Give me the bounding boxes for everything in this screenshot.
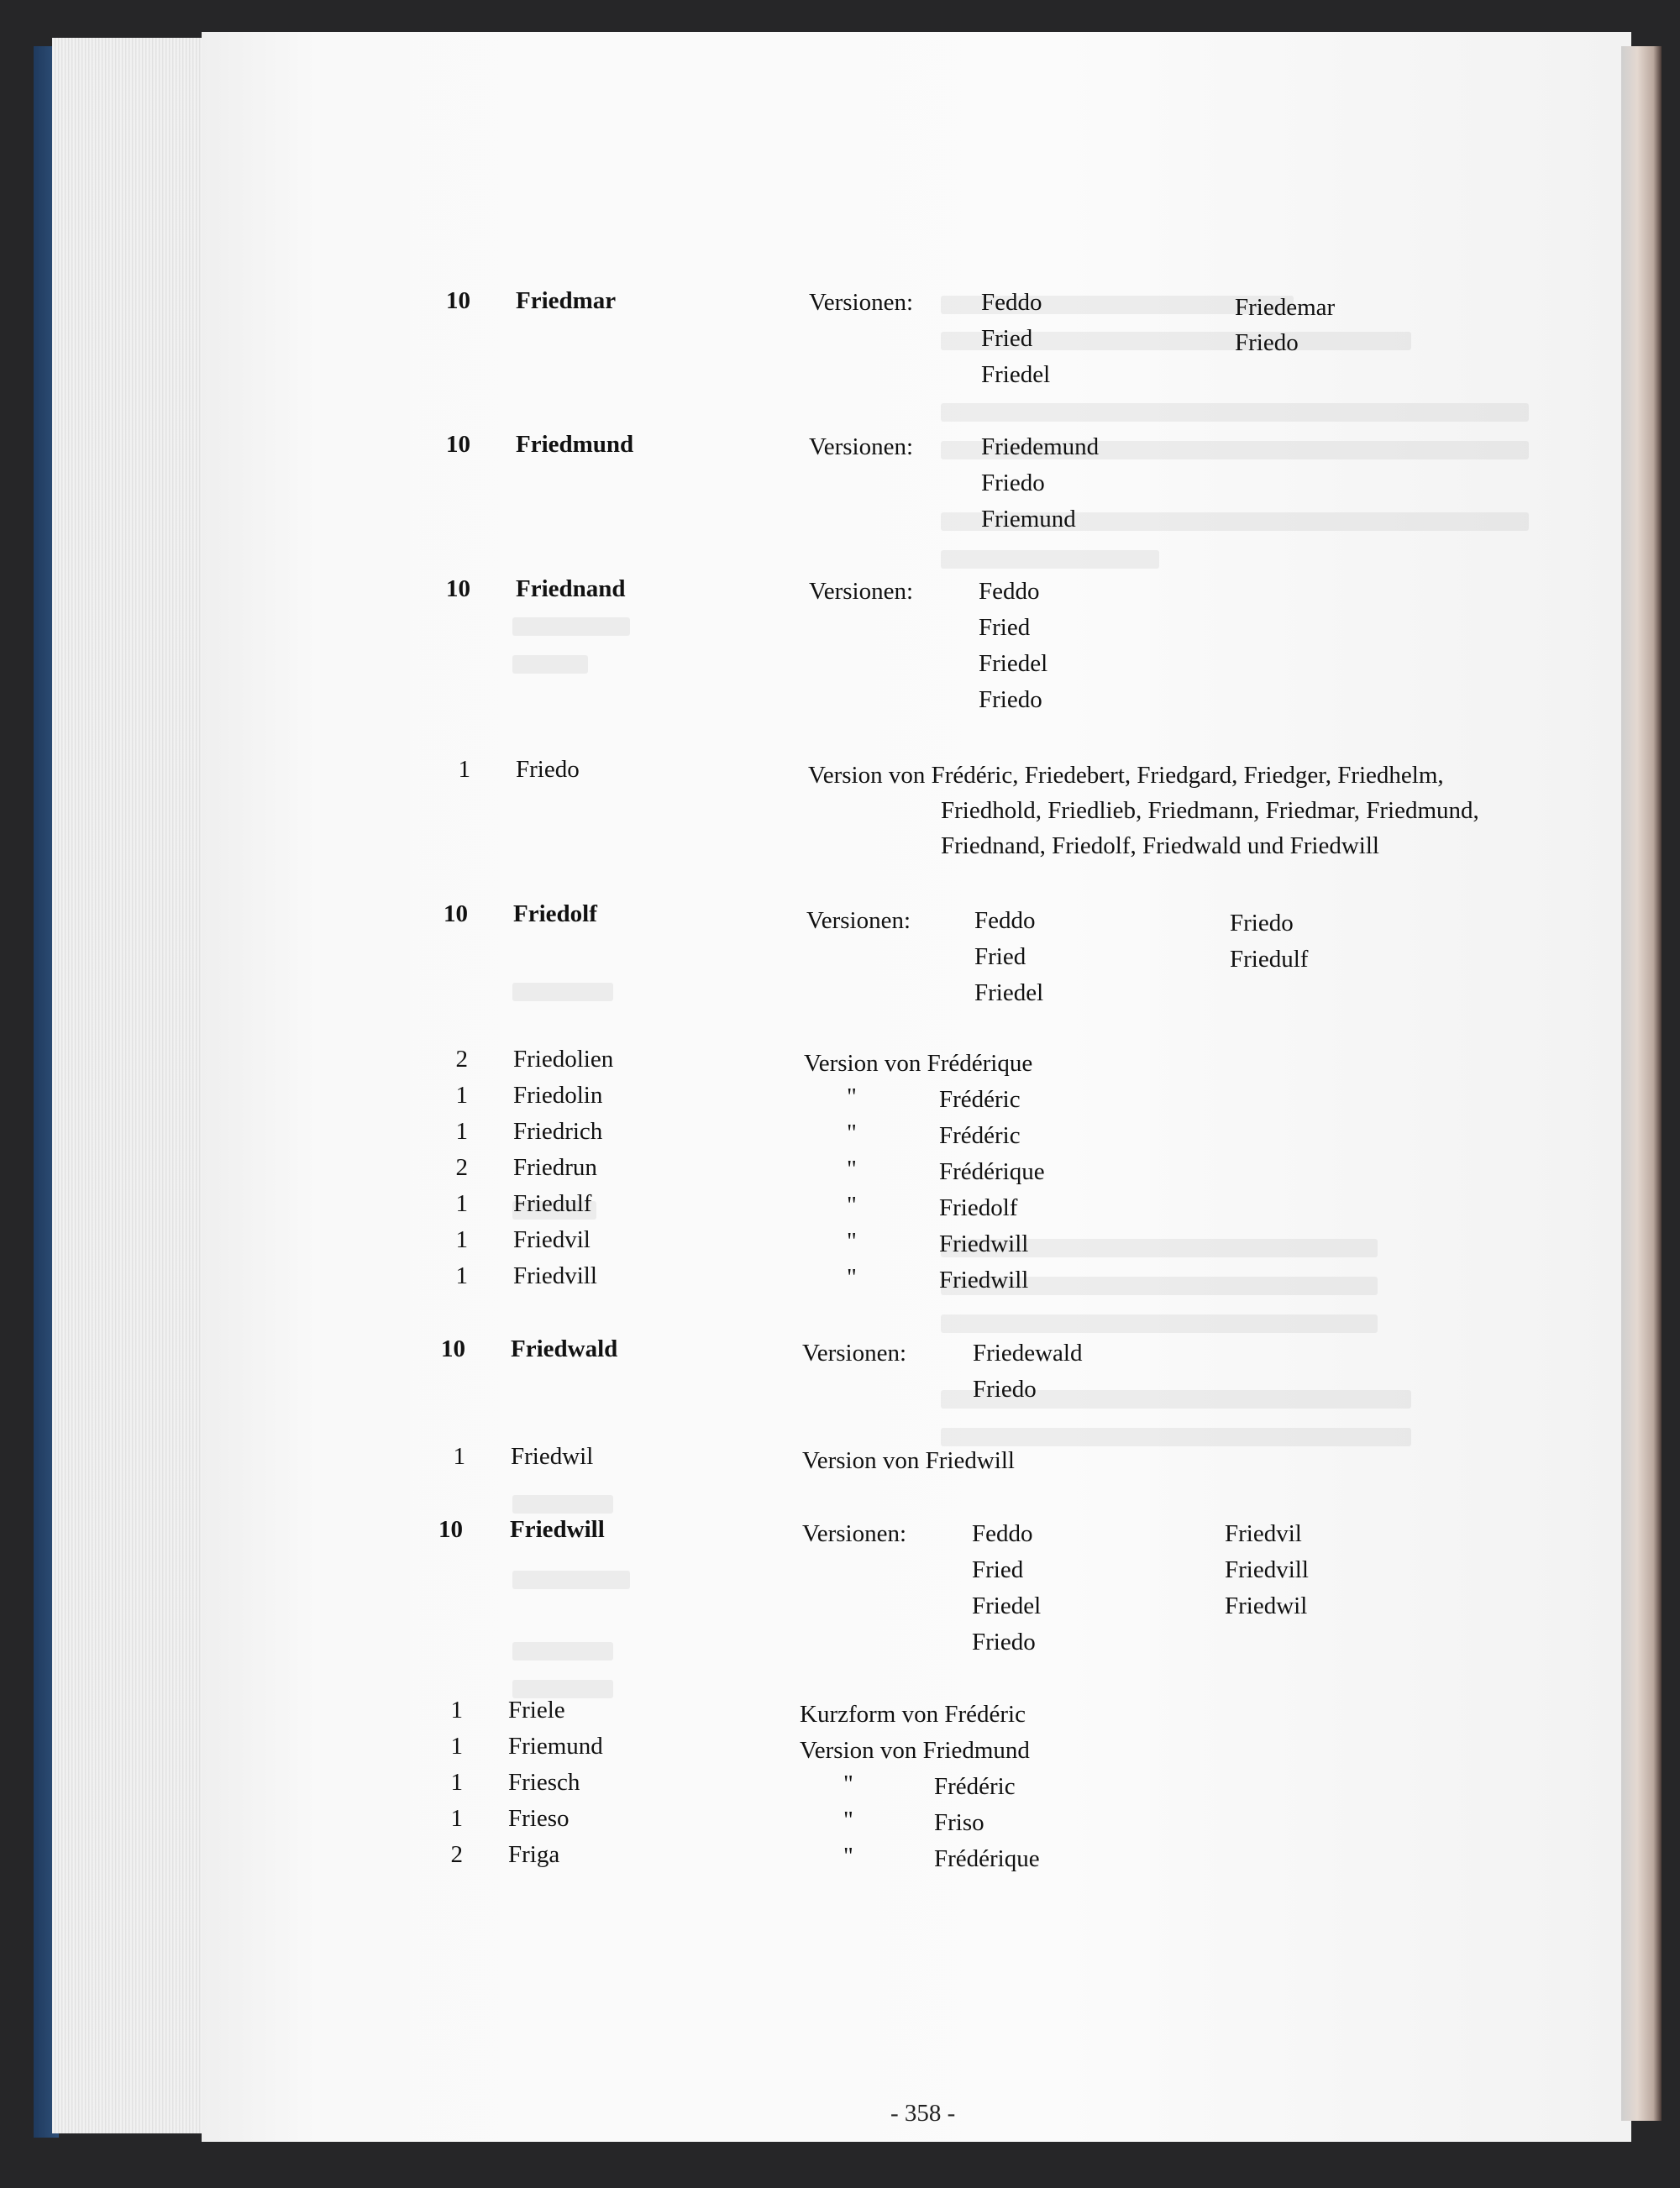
version-item: Friedo [973, 1376, 1037, 1403]
version-item: Feddo [974, 907, 1036, 934]
version-item: Fried [974, 943, 1026, 970]
entry-name: Friedo [516, 756, 580, 783]
definition-text: Version von Frédérique [804, 1050, 1033, 1077]
definition-text: Frédéric [934, 1773, 1016, 1800]
definition-text: Friedwill [939, 1267, 1029, 1293]
entry-count: 10 [446, 287, 470, 314]
entry-name: Friedolien [513, 1046, 614, 1073]
versions-label: Versionen: [802, 1340, 907, 1367]
entry-count: 1 [458, 756, 470, 783]
entry-name: Friedolin [513, 1082, 603, 1109]
entry-name: Friedwald [511, 1335, 618, 1362]
versions-label: Versionen: [809, 289, 914, 316]
version-item: Friemund [981, 506, 1076, 533]
definition-text: Friedolf [939, 1194, 1018, 1221]
version-item: Friedo [972, 1629, 1036, 1655]
definition-text: Kurzform von Frédéric [800, 1701, 1026, 1728]
version-item: Friedel [974, 979, 1044, 1006]
definition-text: Frédéric [939, 1122, 1021, 1149]
version-item: Fried [981, 325, 1033, 352]
ditto-mark: " [843, 1843, 853, 1870]
entry-count: 1 [450, 1769, 463, 1796]
entry-count: 2 [455, 1046, 468, 1073]
definition-text: Friedwill [939, 1230, 1029, 1257]
entry-count: 10 [446, 431, 470, 458]
versions-label: Versionen: [809, 578, 914, 605]
version-item: Friedemar [1235, 294, 1336, 321]
versions-label: Versionen: [806, 907, 911, 934]
definition-line: Friednand, Friedolf, Friedwald und Friedwill [941, 832, 1379, 859]
ditto-mark: " [847, 1264, 857, 1291]
entry-count: 10 [438, 1516, 463, 1543]
entry-count: 2 [455, 1154, 468, 1181]
entry-count: 1 [455, 1082, 468, 1109]
version-item: Friedulf [1230, 946, 1309, 973]
version-item: Feddo [972, 1520, 1033, 1547]
entry-name: Friesch [508, 1769, 580, 1796]
entry-count: 1 [455, 1262, 468, 1289]
ditto-mark: " [843, 1771, 853, 1797]
entry-count: 10 [446, 575, 470, 602]
entry-name: Friedwill [510, 1516, 605, 1543]
entry-name: Friedulf [513, 1190, 592, 1217]
entry-count: 1 [450, 1805, 463, 1832]
entry-name: Friemund [508, 1733, 603, 1760]
entry-name: Friedrun [513, 1154, 597, 1181]
entry-name: Friedvill [513, 1262, 597, 1289]
version-item: Friedvill [1225, 1556, 1309, 1583]
definition-text: Frédérique [939, 1158, 1045, 1185]
entry-name: Friedmund [516, 431, 634, 458]
ditto-mark: " [847, 1192, 857, 1219]
versions-label: Versionen: [802, 1520, 907, 1547]
version-item: Friedewald [973, 1340, 1083, 1367]
version-item: Friedo [979, 686, 1042, 713]
version-item: Friedo [1235, 329, 1299, 356]
ditto-mark: " [847, 1084, 857, 1110]
entry-count: 1 [450, 1733, 463, 1760]
version-item: Feddo [981, 289, 1042, 316]
ditto-mark: " [847, 1156, 857, 1183]
entry-count: 1 [453, 1443, 465, 1470]
definition-text: Version von Friedmund [800, 1737, 1030, 1764]
version-item: Friedel [972, 1592, 1042, 1619]
entry-count: 10 [441, 1335, 465, 1362]
version-item: Feddo [979, 578, 1040, 605]
version-item: Friedemund [981, 433, 1100, 460]
version-item: Friedwil [1225, 1592, 1308, 1619]
definition-text: Version von Friedwill [802, 1447, 1015, 1474]
entry-count: 1 [455, 1190, 468, 1217]
entry-name: Friele [508, 1697, 565, 1724]
entry-name: Friga [508, 1841, 560, 1868]
version-item: Friedo [1230, 910, 1294, 937]
entry-count: 2 [450, 1841, 463, 1868]
entry-count: 10 [444, 900, 468, 927]
version-item: Friedo [981, 470, 1045, 496]
entry-name: Frieso [508, 1805, 570, 1832]
ditto-mark: " [843, 1807, 853, 1834]
entry-name: Friedrich [513, 1118, 603, 1145]
entry-count: 1 [455, 1118, 468, 1145]
definition-text: Frédéric [939, 1086, 1021, 1113]
ditto-mark: " [847, 1228, 857, 1255]
definition-line: Version von Frédéric, Friedebert, Friedgard, Friedger, Friedhelm, [808, 762, 1444, 789]
entry-name: Friednand [516, 575, 626, 602]
definition-line: Friedhold, Friedlieb, Friedmann, Friedmar, Friedmund, [941, 797, 1479, 824]
version-item: Fried [979, 614, 1031, 641]
page-stack-right [1621, 46, 1662, 2121]
page-number: - 358 - [890, 2100, 956, 2127]
entry-count: 1 [455, 1226, 468, 1253]
ditto-mark: " [847, 1120, 857, 1146]
version-item: Friedvil [1225, 1520, 1302, 1547]
version-item: Friedel [979, 650, 1048, 677]
entry-name: Friedmar [516, 287, 617, 314]
version-item: Fried [972, 1556, 1024, 1583]
entry-name: Friedolf [513, 900, 597, 927]
version-item: Friedel [981, 361, 1051, 388]
page-stack-left [52, 38, 212, 2133]
definition-text: Friso [934, 1809, 984, 1836]
entry-count: 1 [450, 1697, 463, 1724]
versions-label: Versionen: [809, 433, 914, 460]
definition-text: Frédérique [934, 1845, 1040, 1872]
entry-name: Friedvil [513, 1226, 591, 1253]
entry-name: Friedwil [511, 1443, 594, 1470]
